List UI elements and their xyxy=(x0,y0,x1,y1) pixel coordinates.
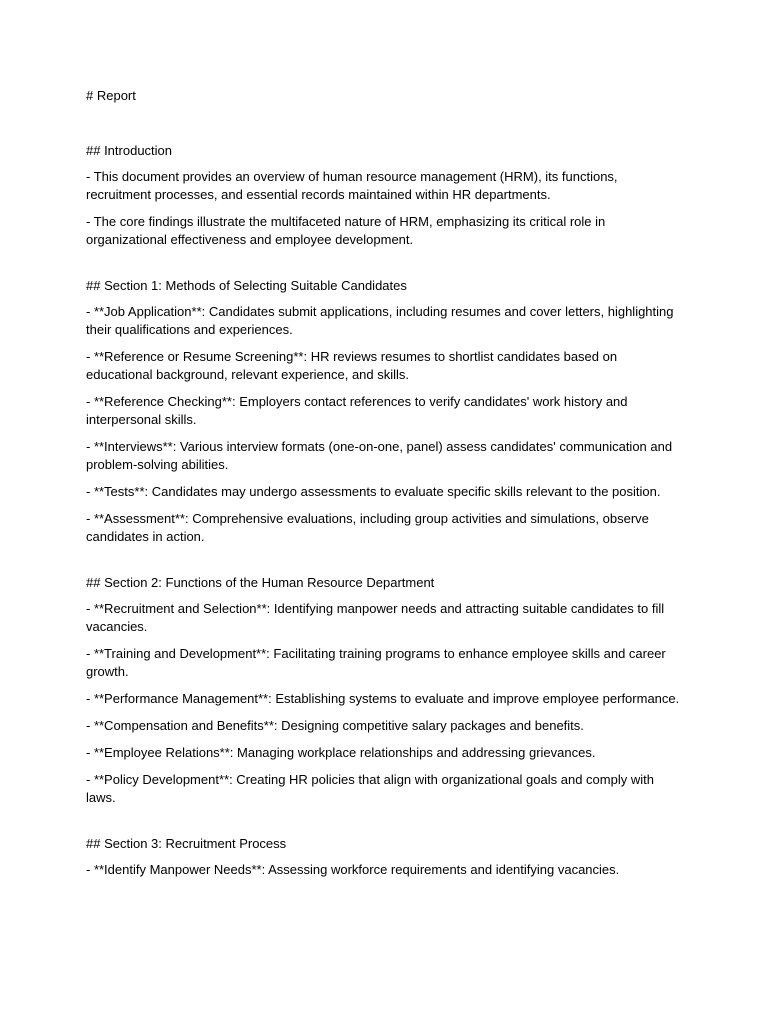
report-title: # Report xyxy=(86,88,136,103)
section-heading: ## Section 3: Recruitment Process xyxy=(86,836,287,851)
list-item: - **Employee Relations**: Managing workplace relationships and addressing grievances. xyxy=(86,745,596,760)
section-introduction xyxy=(86,142,682,249)
list-item: - **Interviews**: Various interview formats (one-on-one, panel) assess candidates' communication and problem-solving abilities. xyxy=(86,439,673,472)
section-heading: ## Section 2: Functions of the Human Resource Department xyxy=(86,575,435,590)
section-recruitment-process xyxy=(86,835,682,879)
list-item: - **Reference or Resume Screening**: HR reviews resumes to shortlist candidates based on educational background, relevant experience, and skills. xyxy=(86,349,618,382)
section-hr-functions xyxy=(86,574,682,807)
section-heading: ## Introduction xyxy=(86,143,173,158)
section-heading: ## Section 1: Methods of Selecting Suitable Candidates xyxy=(86,278,407,293)
list-item: - **Recruitment and Selection**: Identifying manpower needs and attracting suitable candidates to fill vacancies. xyxy=(86,601,665,634)
list-item: - **Identify Manpower Needs**: Assessing workforce requirements and identifying vacancies. xyxy=(86,862,620,877)
list-item: - **Reference Checking**: Employers contact references to verify candidates' work history and interpersonal skills. xyxy=(86,394,628,427)
list-item: - **Tests**: Candidates may undergo assessments to evaluate specific skills relevant to the position. xyxy=(86,484,661,499)
list-item: - **Training and Development**: Facilitating training programs to enhance employee skills and career growth. xyxy=(86,646,666,679)
list-item: - The core findings illustrate the multifaceted nature of HRM, emphasizing its critical role in organizational effectiveness and employee development. xyxy=(86,214,606,247)
list-item: - This document provides an overview of human resource management (HRM), its functions, recruitment processes, and essential records maintained within HR departments. xyxy=(86,169,618,202)
list-item: - **Job Application**: Candidates submit applications, including resumes and cover letters, highlighting their qualifications and experiences. xyxy=(86,304,674,337)
list-item: - **Assessment**: Comprehensive evaluations, including group activities and simulations, observe candidates in action. xyxy=(86,511,649,544)
section-selection-methods xyxy=(86,277,682,546)
list-item: - **Policy Development**: Creating HR policies that align with organizational goals and comply with laws. xyxy=(86,772,654,805)
list-item: - **Compensation and Benefits**: Designing competitive salary packages and benefits. xyxy=(86,718,584,733)
list-item: - **Performance Management**: Establishing systems to evaluate and improve employee performance. xyxy=(86,691,680,706)
